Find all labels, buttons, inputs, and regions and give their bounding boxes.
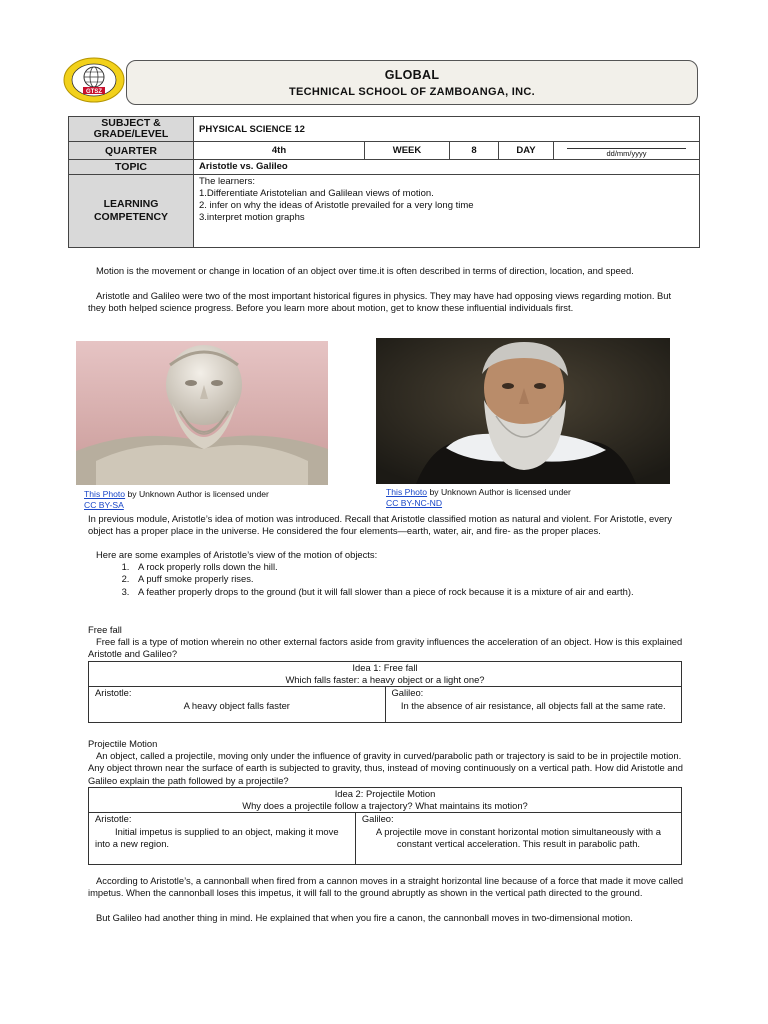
- logo-text: GTSZ: [86, 89, 102, 95]
- galileo-caption-text: by Unknown Author is licensed under: [427, 487, 571, 497]
- quarter-value: 4th: [194, 142, 365, 160]
- galileo-cannon-paragraph: But Galileo had another thing in mind. He explained that when you fire a canon, the cannonball moves in two-dimensional motion.: [96, 912, 633, 923]
- week-label: WEEK: [365, 142, 450, 160]
- idea1-table: [88, 661, 682, 723]
- idea1-header: [89, 662, 682, 687]
- list-item: 2. A puff smoke properly rises.: [132, 573, 684, 585]
- competency-line: The learners:: [199, 176, 255, 187]
- freefall-paragraph: Free fall is a type of motion wherein no other external factors aside from gravity influences the acceleration of an object. How is this explained Aristotle and Galileo?: [88, 636, 683, 660]
- idea1-aristotle-text: A heavy object falls faster: [183, 699, 290, 711]
- examples-list: [88, 561, 684, 598]
- competency-line: 3.interpret motion graphs: [199, 212, 305, 223]
- competency-label: LEARNING COMPETENCY: [69, 175, 194, 248]
- day-value: dd/mm/yyyy: [606, 149, 647, 158]
- competency-line: 1.Differentiate Aristotelian and Galilean views of motion.: [199, 188, 434, 199]
- aristotle-caption-text: by Unknown Author is licensed under: [125, 489, 269, 499]
- galileo-portrait-photo: [376, 338, 670, 484]
- galileo-label: Galileo:: [391, 687, 424, 699]
- idea2-aristotle-text: Initial impetus is supplied to an object, making it move into a new region.: [95, 825, 339, 849]
- idea2-galileo-text: A projectile move in constant horizontal motion simultaneously with a constant vertical acceleration. This result in parabolic path.: [375, 825, 661, 849]
- aristotle-photo-caption: [84, 489, 324, 511]
- cannonball-paragraph: According to Aristotle’s, a cannonball when fired from a cannon moves in a straight horizontal line because of a force that made it move called impetus. When the cannonball loses this impetus, it will fall to the ground abruptly as shown in the vertical path directed to the ground.: [88, 875, 684, 899]
- galileo-photo-caption: [386, 487, 636, 509]
- list-item: 3. A feather properly drops to the ground (but it will fall slower than a piece of rock because it is a mixture of air and earth).: [132, 586, 684, 598]
- lesson-info-table: [68, 116, 700, 248]
- quarter-label: QUARTER: [69, 142, 194, 160]
- galileo-license-link[interactable]: CC BY-NC-ND: [386, 498, 443, 508]
- idea1-galileo-cell: [385, 687, 682, 723]
- idea2-title: Idea 2: Projectile Motion: [334, 788, 436, 799]
- day-field[interactable]: [554, 142, 700, 160]
- aristotle-label: Aristotle:: [95, 687, 132, 699]
- aristotle-label: Aristotle:: [95, 813, 132, 825]
- idea1-galileo-text: In the absence of air resistance, all objects fall at the same rate.: [400, 699, 666, 711]
- idea1-question: Which falls faster: a heavy object or a light one?: [285, 674, 485, 686]
- school-banner: [126, 60, 698, 105]
- aristotle-license-link[interactable]: CC BY-SA: [84, 500, 124, 510]
- examples-intro: Here are some examples of Aristotle’s view of the motion of objects:: [96, 549, 378, 560]
- freefall-heading: Free fall: [88, 624, 122, 635]
- idea1-aristotle-cell: [89, 687, 386, 723]
- school-title-line2: TECHNICAL SCHOOL OF ZAMBOANGA, INC.: [289, 86, 535, 98]
- idea2-table: [88, 787, 682, 865]
- aristotle-photo-link[interactable]: This Photo: [84, 489, 126, 499]
- aristotle-paragraph: In previous module, Aristotle’s idea of motion was introduced. Recall that Aristotle classified motion as natural and violent. For Aristotle, every object has a proper place in the universe. He considered the four elements—earth, water, air, and fire- as the proper places.: [88, 513, 672, 537]
- subject-label: SUBJECT & GRADE/LEVEL: [69, 117, 194, 142]
- projectile-heading: Projectile Motion: [88, 738, 158, 749]
- intro-paragraph-2: Aristotle and Galileo were two of the most important historical figures in physics. They may have had opposing views regarding motion. But they both helped science progress. Before you learn more about motion, get to know these influential individuals first.: [88, 290, 672, 314]
- idea1-title: Idea 1: Free fall: [352, 662, 418, 673]
- subject-value: PHYSICAL SCIENCE 12: [194, 117, 700, 142]
- topic-value: Aristotle vs. Galileo: [194, 160, 700, 175]
- aristotle-bust-photo: [76, 341, 328, 485]
- idea2-aristotle-cell: [89, 813, 356, 865]
- school-title-line1: GLOBAL: [384, 68, 440, 82]
- competency-list: [194, 175, 700, 248]
- competency-line: 2. infer on why the ideas of Aristotle prevailed for a very long time: [199, 200, 474, 211]
- intro-paragraph-1: Motion is the movement or change in location of an object over time.it is often described in terms of direction, location, and speed.: [96, 265, 634, 276]
- topic-label: TOPIC: [69, 160, 194, 175]
- week-value: 8: [450, 142, 499, 160]
- projectile-paragraph: An object, called a projectile, moving only under the influence of gravity in curved/parabolic path or trajectory is said to be in projectile motion. Any object thrown near the surface of earth is subjected to gravity, thus, instead of moving continuously on a vertical path. How did Aristotle and Galileo explain the path followed by a projectile?: [88, 750, 683, 786]
- day-label: DAY: [499, 142, 554, 160]
- school-logo: [62, 56, 126, 104]
- idea2-galileo-cell: [355, 813, 681, 865]
- idea2-header: [89, 788, 682, 813]
- galileo-photo-link[interactable]: This Photo: [386, 487, 428, 497]
- idea2-question: Why does a projectile follow a trajectory? What maintains its motion?: [242, 800, 528, 812]
- list-item: 1. A rock properly rolls down the hill.: [132, 561, 684, 573]
- galileo-label: Galileo:: [361, 813, 394, 825]
